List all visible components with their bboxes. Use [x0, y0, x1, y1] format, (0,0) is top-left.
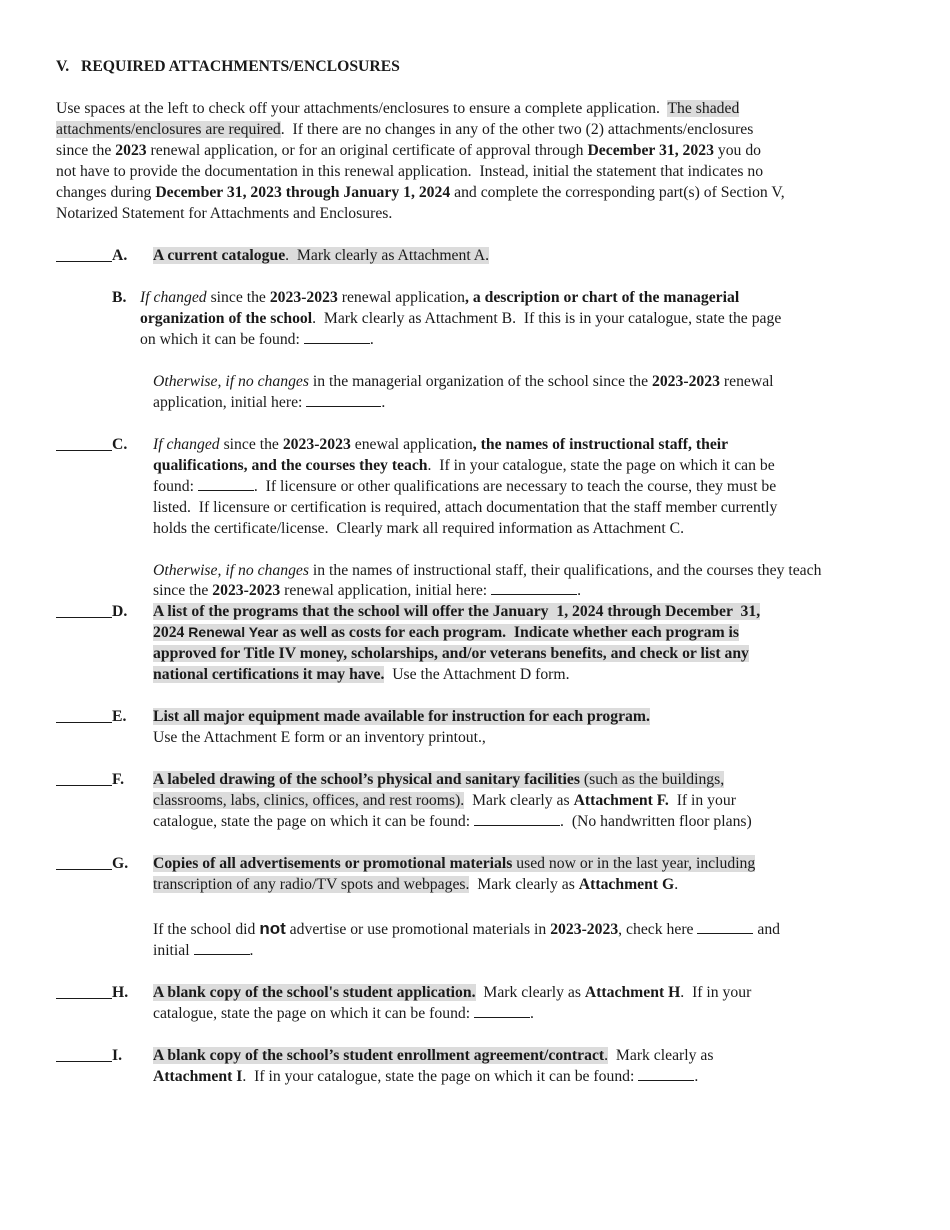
checkbox-line-c[interactable]: [56, 434, 112, 451]
item-g-text: .: [249, 942, 254, 959]
item-b-otherwise: Otherwise, if no changes: [153, 373, 309, 390]
check-blank-g[interactable]: [697, 919, 753, 934]
item-h-line-1: [153, 982, 751, 1003]
item-h-text: .: [530, 1005, 534, 1022]
item-a-text: . Mark clearly as Attachment A.: [285, 247, 490, 264]
item-c-condition: If changed: [153, 436, 220, 453]
item-c-title: qualifications, and the courses they teach: [153, 457, 428, 474]
item-i-text: .: [694, 1068, 699, 1085]
item-g-text: transcription of any radio/TV spots and webpages.: [153, 876, 470, 893]
item-b-text: renewal: [719, 373, 774, 390]
intro-text: . If there are no changes in any of the other two (2) attachments/enclosures: [280, 121, 754, 138]
item-f-attachment: Attachment F.: [573, 792, 669, 809]
item-g-note-line-2: [153, 940, 253, 961]
checkbox-line-d[interactable]: [56, 601, 112, 618]
item-g-title: Copies of all advertisements or promotional materials: [153, 855, 513, 872]
item-f-line-3: [153, 811, 752, 832]
item-i-line-1: [153, 1045, 713, 1066]
item-c-line-4: listed. If licensure or certification is required, attach documentation that the staff member currently: [153, 499, 778, 516]
item-letter-g: G.: [112, 855, 129, 872]
item-d-line-4: [153, 664, 570, 685]
intro-text: and complete the corresponding part(s) of Section V,: [450, 184, 785, 201]
item-f-line-2: [153, 790, 736, 811]
item-h-text: . If in your: [680, 984, 752, 1001]
checkbox-line-e[interactable]: [56, 706, 112, 723]
intro-date-range: December 31, 2023 through January 1, 2024: [155, 184, 451, 201]
item-a-line-1: [153, 245, 489, 266]
intro-year: 2023: [115, 142, 147, 159]
checkbox-line-g[interactable]: [56, 853, 112, 870]
item-d-line-3: [153, 643, 749, 664]
item-c-text: enewal application: [350, 436, 473, 453]
item-d-title: A list of the programs that the school will offer the January 1, 2024 through December 31,: [153, 603, 761, 620]
page-number-blank-h[interactable]: [474, 1003, 530, 1018]
intro-text: you do: [713, 142, 761, 159]
item-c-text: since the: [153, 582, 213, 599]
item-d-title: Renewal Year: [188, 624, 279, 640]
intro-line-3: [56, 140, 761, 161]
item-g-text: advertise or use promotional materials in: [285, 921, 551, 938]
item-f-text: classrooms, labs, clinics, offices, and rest rooms).: [153, 792, 465, 809]
item-b-line-1: [140, 287, 739, 308]
item-h-title: A blank copy of the school's student application.: [153, 984, 476, 1001]
item-b-text: application, initial here:: [153, 394, 307, 411]
item-c-otherwise-line-1: [153, 560, 821, 581]
item-c-text: . If in your catalogue, state the page on which it can be: [427, 457, 775, 474]
item-c-text: since the: [219, 436, 283, 453]
item-f-line-1: [153, 769, 724, 790]
section-heading: [56, 56, 400, 77]
item-i-text: .: [604, 1047, 609, 1064]
intro-text: Use spaces at the left to check off your attachments/enclosures to ensure a complete application.: [56, 100, 668, 117]
initial-blank-g[interactable]: [194, 940, 250, 955]
item-c-otherwise-line-2: since the 2023-2023 renewal application, initial here: .: [153, 582, 581, 599]
item-g-text: used now or in the last year, including: [512, 855, 756, 872]
item-b-text: in the managerial organization of the school since the: [309, 373, 652, 390]
initial-blank-c[interactable]: [491, 580, 577, 595]
item-h-line-2: [153, 1003, 534, 1024]
item-i-text: . If in your catalogue, state the page on which it can be found:: [242, 1068, 639, 1085]
item-i-title: A blank copy of the school’s student enrollment agreement/contract: [153, 1047, 605, 1064]
item-f-text: If in your: [668, 792, 736, 809]
checkbox-line-f[interactable]: [56, 769, 112, 786]
item-i-line-2: [153, 1066, 698, 1087]
item-c-text: found:: [153, 478, 198, 495]
item-c-year: 2023-2023: [212, 582, 281, 599]
item-d-title: 2024: [153, 624, 189, 641]
item-b-text: since the: [206, 289, 270, 306]
intro-date: December 31, 2023: [587, 142, 714, 159]
item-b-line-2: [140, 308, 781, 329]
item-c-otherwise: Otherwise, if no changes: [153, 562, 309, 579]
item-d-title: approved for Title IV money, scholarships, and/or veterans benefits, and check or list any: [153, 645, 749, 662]
item-i-text: Mark clearly as: [608, 1047, 714, 1064]
item-d-text: Use the Attachment D form.: [384, 666, 570, 683]
item-letter-a: A.: [112, 247, 128, 264]
item-c-text: renewal application, initial here:: [280, 582, 492, 599]
item-g-text: Mark clearly as: [469, 876, 579, 893]
item-g-note-line-1: [153, 918, 780, 940]
intro-line-1: [56, 98, 739, 119]
item-b-text: renewal application: [337, 289, 465, 306]
item-b-title: organization of the school: [140, 310, 313, 327]
item-g-line-2: [153, 874, 678, 895]
item-b-title: , a description or chart of the managerial: [465, 289, 740, 306]
section-number: V.: [56, 58, 70, 75]
item-h-text: catalogue, state the page on which it can be found:: [153, 1005, 475, 1022]
item-g-text: If the school did: [153, 921, 260, 938]
item-letter-b: B.: [112, 289, 127, 306]
item-letter-f: F.: [112, 771, 125, 788]
checkbox-line-i[interactable]: [56, 1045, 112, 1062]
item-d-title: as well as costs for each program. Indicate whether each program is: [278, 624, 740, 641]
item-g-text: initial: [153, 942, 194, 959]
item-f-text: . (No handwritten floor plans): [560, 813, 752, 830]
intro-line-4: not have to provide the documentation in this renewal application. Instead, initial the statement that indicates no: [56, 163, 764, 180]
item-b-text: . Mark clearly as Attachment B. If this is in your catalogue, state the page: [312, 310, 782, 327]
item-c-year: 2023-2023: [282, 436, 351, 453]
item-e-line-2: Use the Attachment E form or an inventory printout.,: [153, 729, 486, 746]
item-d-line-1: [153, 601, 760, 622]
section-title: REQUIRED ATTACHMENTS/ENCLOSURES: [81, 58, 400, 75]
item-a-title: A current catalogue: [153, 247, 286, 264]
item-e-line-1: [153, 706, 650, 727]
intro-text: renewal application, or for an original certificate of approval through: [146, 142, 588, 159]
item-letter-c: C.: [112, 436, 128, 453]
item-g-text: and: [753, 921, 781, 938]
item-g-attachment: Attachment G: [578, 876, 675, 893]
item-c-line-5: holds the certificate/license. Clearly mark all required information as Attachment C.: [153, 520, 685, 537]
checkbox-line-a[interactable]: [56, 245, 112, 262]
item-letter-e: E.: [112, 708, 127, 725]
item-g-text: , check here: [618, 921, 698, 938]
item-f-text: Mark clearly as: [464, 792, 574, 809]
intro-line-2: [56, 119, 753, 140]
item-b-text: on which it can be found:: [140, 331, 304, 348]
page-number-blank-b[interactable]: [304, 329, 370, 344]
item-letter-h: H.: [112, 984, 129, 1001]
page-number-blank-f[interactable]: [474, 811, 560, 826]
item-d-title: national certifications it may have.: [153, 666, 385, 683]
item-c-line-2: [153, 455, 775, 476]
item-f-text: catalogue, state the page on which it can be found:: [153, 813, 475, 830]
intro-text: changes during: [56, 184, 156, 201]
item-b-condition: If changed: [140, 289, 207, 306]
item-d-line-2: [153, 622, 739, 643]
item-c-line-1: [153, 434, 728, 455]
page-number-blank-c[interactable]: [198, 476, 254, 491]
shaded-note: The shaded: [667, 100, 740, 117]
item-b-year: 2023-2023: [651, 373, 720, 390]
item-b-year: 2023-2023: [269, 289, 338, 306]
item-letter-d: D.: [112, 603, 128, 620]
intro-line-6: Notarized Statement for Attachments and Enclosures.: [56, 205, 393, 222]
intro-line-5: [56, 182, 785, 203]
intro-text: since the: [56, 142, 116, 159]
checkbox-line-h[interactable]: [56, 982, 112, 999]
item-f-title: A labeled drawing of the school’s physical and sanitary facilities: [153, 771, 580, 788]
item-g-emphasis: not: [259, 919, 286, 938]
item-c-title: , the names of instructional staff, their: [472, 436, 729, 453]
item-h-attachment: Attachment H: [584, 984, 681, 1001]
item-b-otherwise-line-1: [153, 371, 774, 392]
item-c-text: in the names of instructional staff, their qualifications, and the courses they teach: [309, 562, 822, 579]
item-g-line-1: [153, 853, 755, 874]
item-h-text: Mark clearly as: [475, 984, 585, 1001]
initial-blank-b[interactable]: [306, 392, 381, 407]
item-b-otherwise-line-2: application, initial here: .: [153, 394, 386, 411]
page-number-blank-i[interactable]: [638, 1066, 694, 1081]
item-i-attachment: Attachment I: [153, 1068, 243, 1085]
item-f-text: (such as the buildings,: [579, 771, 725, 788]
item-g-text: .: [674, 876, 679, 893]
item-b-line-3: on which it can be found: .: [140, 331, 374, 348]
shaded-note: attachments/enclosures are required: [56, 121, 281, 138]
item-c-line-3: [153, 476, 776, 497]
item-c-text: . If licensure or other qualifications are necessary to teach the course, they must be: [253, 478, 777, 495]
item-letter-i: I.: [112, 1047, 123, 1064]
item-e-title: List all major equipment made available for instruction for each program.: [153, 708, 650, 725]
item-g-year: 2023-2023: [550, 921, 619, 938]
